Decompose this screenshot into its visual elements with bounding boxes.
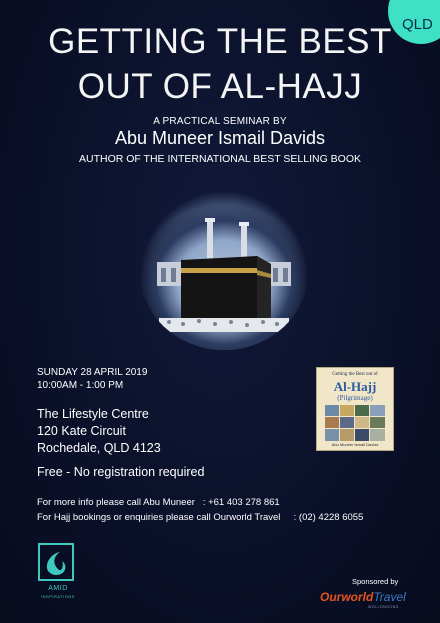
seminar-intro: A PRACTICAL SEMINAR BY bbox=[153, 116, 287, 127]
contact-label: For more info please call Abu Muneer bbox=[37, 497, 195, 508]
contact-label: For Hajj bookings or enquiries please call Ourworld Travel bbox=[37, 512, 281, 523]
sponsor-logo bbox=[320, 590, 406, 604]
book-cover bbox=[316, 367, 394, 451]
registration-note: Free - No registration required bbox=[37, 465, 205, 479]
headline-line-1: GETTING THE BEST bbox=[48, 22, 392, 61]
event-date-time bbox=[37, 366, 147, 392]
venue-name: The Lifestyle Centre bbox=[37, 407, 149, 421]
speaker-name: Abu Muneer Ismail Davids bbox=[114, 128, 326, 148]
book-author: Abu Muneer Ismail Davids bbox=[331, 442, 379, 447]
contact-phone: : +61 403 278 861 bbox=[202, 497, 280, 508]
amid-logo-text bbox=[36, 585, 80, 601]
speaker-credential: AUTHOR OF THE INTERNATIONAL BEST SELLING BOOK bbox=[79, 153, 361, 165]
sponsor-label: Sponsored by bbox=[352, 577, 399, 586]
book-photo-mosaic bbox=[325, 405, 385, 441]
logo-line-1: AMID bbox=[48, 585, 68, 592]
contact-phone: : (02) 4228 6055 bbox=[293, 512, 364, 523]
sponsor-name-part2: Travel bbox=[373, 590, 406, 604]
event-date: SUNDAY 28 APRIL 2019 bbox=[37, 367, 148, 378]
headline-line-2: OUT OF AL-HAJJ bbox=[77, 67, 363, 106]
amid-logo-icon bbox=[38, 543, 74, 581]
kaaba-image bbox=[139, 190, 309, 350]
venue-street: 120 Kate Circuit bbox=[37, 424, 126, 438]
book-title-sub: (Pilgrimage) bbox=[337, 394, 373, 402]
event-time: 10:00AM - 1:00 PM bbox=[37, 380, 124, 391]
state-badge-label: QLD bbox=[402, 16, 433, 33]
contact-bookings-line bbox=[37, 512, 363, 523]
logo-line-2: INSPIRATIONS bbox=[41, 594, 75, 599]
event-address bbox=[37, 406, 161, 457]
book-title-small: Getting the Best out of bbox=[332, 372, 378, 377]
sponsor-tagline: WOLLONGONG bbox=[368, 605, 399, 609]
sponsor-name-part1: Ourworld bbox=[320, 590, 374, 604]
book-title-main: Al-Hajj bbox=[333, 379, 377, 394]
venue-suburb: Rochedale, QLD 4123 bbox=[37, 441, 161, 455]
contact-info-line bbox=[37, 497, 280, 508]
